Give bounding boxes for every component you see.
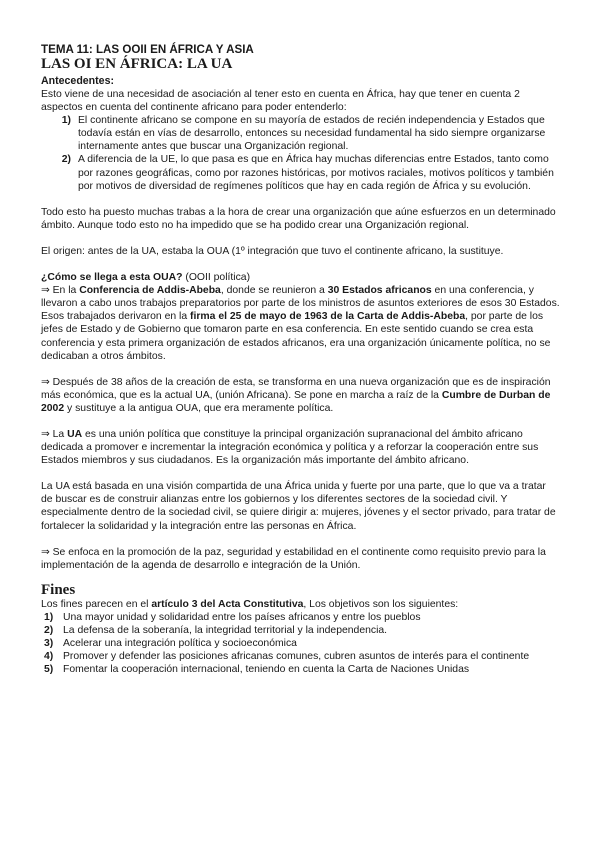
- antecedentes-paragraph-2: Todo esto ha puesto muchas trabas a la hora de crear una organización que aúne esfuerzos en un determinado ámbito. Aunque todo esto no ha impedido que se ha podido crear una Organización regional.: [41, 206, 556, 231]
- list-item-text: Acelerar una integración política y socioeconómica: [63, 638, 297, 650]
- text-run: en una conferencia, y llevaron a cabo unos trabajos preparatorios por parte de los ministros de asuntos exteriores de esos 30 Estados. Esos trabajados derivaron en la: [41, 285, 560, 323]
- list-item: [41, 663, 560, 676]
- text-run: Después de 38 años de la creación de esta, se transforma en una nueva organización que es de inspiración más económica, que es la actual UA, (unión Africana). Se pone en marcha a raíz de la: [41, 376, 551, 401]
- text-run: , por parte de los jefes de Estado y de Gobierno que tomaron parte en esa conferencia. En este sentido cuando se crea esta conferencia y esta primera organización de estados africanos, era una organización únicamente política, no se dedicaban a otros ámbitos.: [41, 311, 551, 362]
- list-item: [41, 153, 560, 192]
- como-paragraph-5: [41, 546, 560, 572]
- arrow-icon: ⇒: [41, 285, 50, 297]
- arrow-icon: ⇒: [41, 428, 50, 440]
- list-item-number: 2): [61, 154, 71, 166]
- list-item-number: 1): [44, 611, 54, 623]
- fines-intro: [41, 598, 560, 611]
- antecedentes-list: [41, 114, 560, 193]
- bold-run: UA: [67, 428, 83, 440]
- fines-heading: Fines: [41, 581, 76, 598]
- como-paragraph-4: La UA está basada en una visión compartida de una África unida y fuerte por una parte, que lo que va a tratar de buscar es de construir alianzas entre los gobiernos y los diferentes sectores de la sociedad civil. Y especialmente dentro de la sociedad civil, se quiere dirigir a: mujeres, jóvenes y el sector privado, para tratar de fortalecer la solidaridad y la integración entre las personas en África.: [41, 481, 556, 532]
- arrow-icon: ⇒: [41, 546, 50, 558]
- como-paragraph-3: [41, 428, 560, 467]
- text-run: Se enfoca en la promoción de la paz, seguridad y estabilidad en el continente como requisito previo para la implementación de la agenda de desarrollo e integración de la Unión.: [41, 546, 546, 571]
- list-item-text: Promover y defender las posiciones africanas comunes, cubren asuntos de interés para el continente: [63, 651, 530, 663]
- list-item-number: 3): [44, 638, 54, 650]
- como-question-note: (OOII política): [185, 272, 251, 284]
- bold-run: artículo 3 del Acta Constitutiva: [151, 598, 304, 610]
- list-item: [41, 611, 560, 624]
- list-item: [41, 114, 560, 153]
- list-item-text: A diferencia de la UE, lo que pasa es que en África hay muchas diferencias entre Estados, tanto como por razones geográficas, como por razones históricas, por motivos raciales, motivos políticos y también por motivos de diversidad de regímenes políticos que hay en cada región de África y su evolución.: [78, 154, 554, 192]
- text-run: La: [49, 428, 68, 440]
- como-paragraph-2: [41, 376, 560, 415]
- text-run: , donde se reunieron a: [220, 285, 328, 297]
- section-title: LAS OI EN ÁFRICA: LA UA: [41, 56, 233, 72]
- list-item-text: El continente africano se compone en su mayoría de estados de recién independencia y Estados que todavía están en vías de desarrollo, entonces su necesidad fundamental ha sido siempre organizarse internamente antes que buscar una Organización regional.: [78, 115, 546, 153]
- bold-run: Conferencia de Addis-Abeba: [79, 285, 221, 297]
- antecedentes-intro: Esto viene de una necesidad de asociación al tener esto en cuenta en África, hay que tener en cuenta 2 aspectos en cuenta del continente africano para poder entenderlo:: [41, 89, 520, 114]
- fines-list: [41, 611, 560, 676]
- text-run: Los fines parecen en el: [41, 598, 152, 610]
- list-item-text: La defensa de la soberanía, la integridad territorial y la independencia.: [63, 625, 388, 636]
- list-item-number: 2): [44, 625, 54, 636]
- list-item-text: Fomentar la cooperación internacional, teniendo en cuenta la Carta de Naciones Unidas: [63, 664, 470, 676]
- arrow-icon: ⇒: [41, 376, 50, 388]
- text-run: es una unión política que constituye la principal organización supranacional del ámbito africano dedicada a promover e incrementar la integración económica y política y a reforzar la cooperación entre sus Estados miembros y sus ciudadanos. Es la organización más importante del ámbito africano.: [41, 428, 539, 467]
- antecedentes-heading: Antecedentes:: [41, 75, 114, 87]
- como-question-text: ¿Cómo se llega a esta OUA?: [41, 272, 183, 284]
- list-item: [41, 650, 560, 663]
- como-question: [41, 271, 560, 284]
- list-item: [41, 624, 560, 637]
- list-item: [41, 637, 560, 650]
- bold-run: Cumbre de Durban de 2002: [41, 389, 551, 414]
- topic-title: TEMA 11: LAS OOII EN ÁFRICA Y ASIA: [41, 43, 254, 56]
- list-item-text: Una mayor unidad y solidaridad entre los países africanos y entre los pueblos: [63, 611, 421, 623]
- text-run: , Los objetivos son los siguientes:: [303, 598, 459, 610]
- list-item-number: 1): [61, 115, 71, 127]
- bold-run: firma el 25 de mayo de 1963 de la Carta de Addis-Abeba: [190, 311, 466, 323]
- text-run: y sustituye a la antigua OUA, que era meramente política.: [64, 402, 334, 414]
- list-item-number: 4): [44, 651, 54, 663]
- bold-run: 30 Estados africanos: [327, 285, 432, 297]
- antecedentes-paragraph-3: El origen: antes de la UA, estaba la OUA (1º integración que tuvo el continente africano, la sustituye.: [41, 245, 504, 257]
- list-item-number: 5): [44, 664, 54, 676]
- text-run: En la: [49, 285, 80, 297]
- como-paragraph-1: [41, 284, 560, 363]
